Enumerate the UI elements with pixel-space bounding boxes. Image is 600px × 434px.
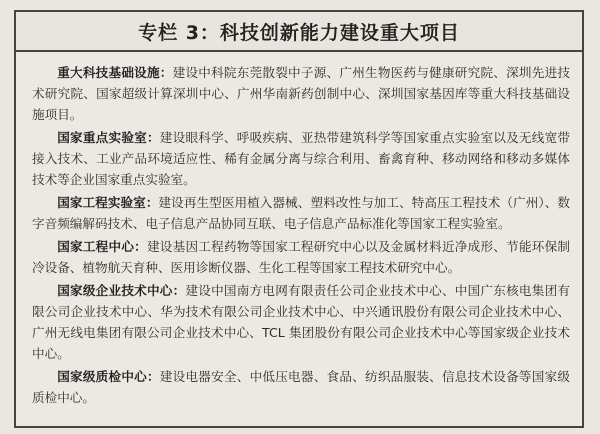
column-box [14, 10, 584, 428]
column-content [32, 62, 570, 418]
section-label: 国家重点实验室： [57, 130, 160, 145]
section-key-labs [32, 127, 570, 190]
section-enterprise-tech-centers [32, 280, 570, 364]
section-text: 建设基因工程药物等国家工程研究中心以及金属材料近净成形、节能环保制冷设备、植物航天育种、医用诊断仪器、生化工程等国家工程技术研究中心。 [32, 239, 571, 275]
title-bar [16, 12, 582, 52]
section-label: 国家级企业技术中心： [57, 283, 186, 298]
section-text: 建设中国南方电网有限责任公司企业技术中心、中国广东核电集团有限公司企业技术中心、华为技术有限公司企业技术中心、中兴通讯股份有限公司企业技术中心、广州无线电集团有限公司企业技术中心、TCL 集团股份有限公司企业技术中心等国家级企业技术中心。 [32, 283, 571, 361]
section-text: 建设中科院东莞散裂中子源、广州生物医药与健康研究院、深圳先进技术研究院、国家超级计算深圳中心、广州华南新药创制中心、深圳国家基因库等重大科技基础设施项目。 [32, 65, 571, 122]
section-text: 建设眼科学、呼吸疾病、亚热带建筑科学等国家重点实验室以及无线宽带接入技术、工业产品环境适应性、稀有金属分离与综合利用、畜禽育种、移动网络和移动多媒体技术等企业国家重点实验室。 [32, 130, 571, 187]
section-text: 建设再生型医用植入器械、塑料改性与加工、特高压工程技术（广州）、数字音频编解码技术、电子信息产品协同互联、电子信息产品标准化等国家工程实验室。 [32, 195, 571, 231]
section-label: 国家级质检中心： [57, 369, 160, 384]
section-engineering-centers [32, 236, 570, 278]
section-label: 重大科技基础设施： [57, 65, 173, 80]
section-label: 国家工程中心： [57, 239, 147, 254]
section-text: 建设电器安全、中低压电器、食品、纺织品服装、信息技术设备等国家级质检中心。 [32, 369, 571, 405]
section-major-facilities [32, 62, 570, 125]
section-quality-inspection-centers [32, 366, 570, 408]
section-label: 国家工程实验室： [57, 195, 159, 210]
column-title: 专栏 3：科技创新能力建设重大项目 [138, 21, 460, 44]
section-engineering-labs [32, 192, 570, 234]
